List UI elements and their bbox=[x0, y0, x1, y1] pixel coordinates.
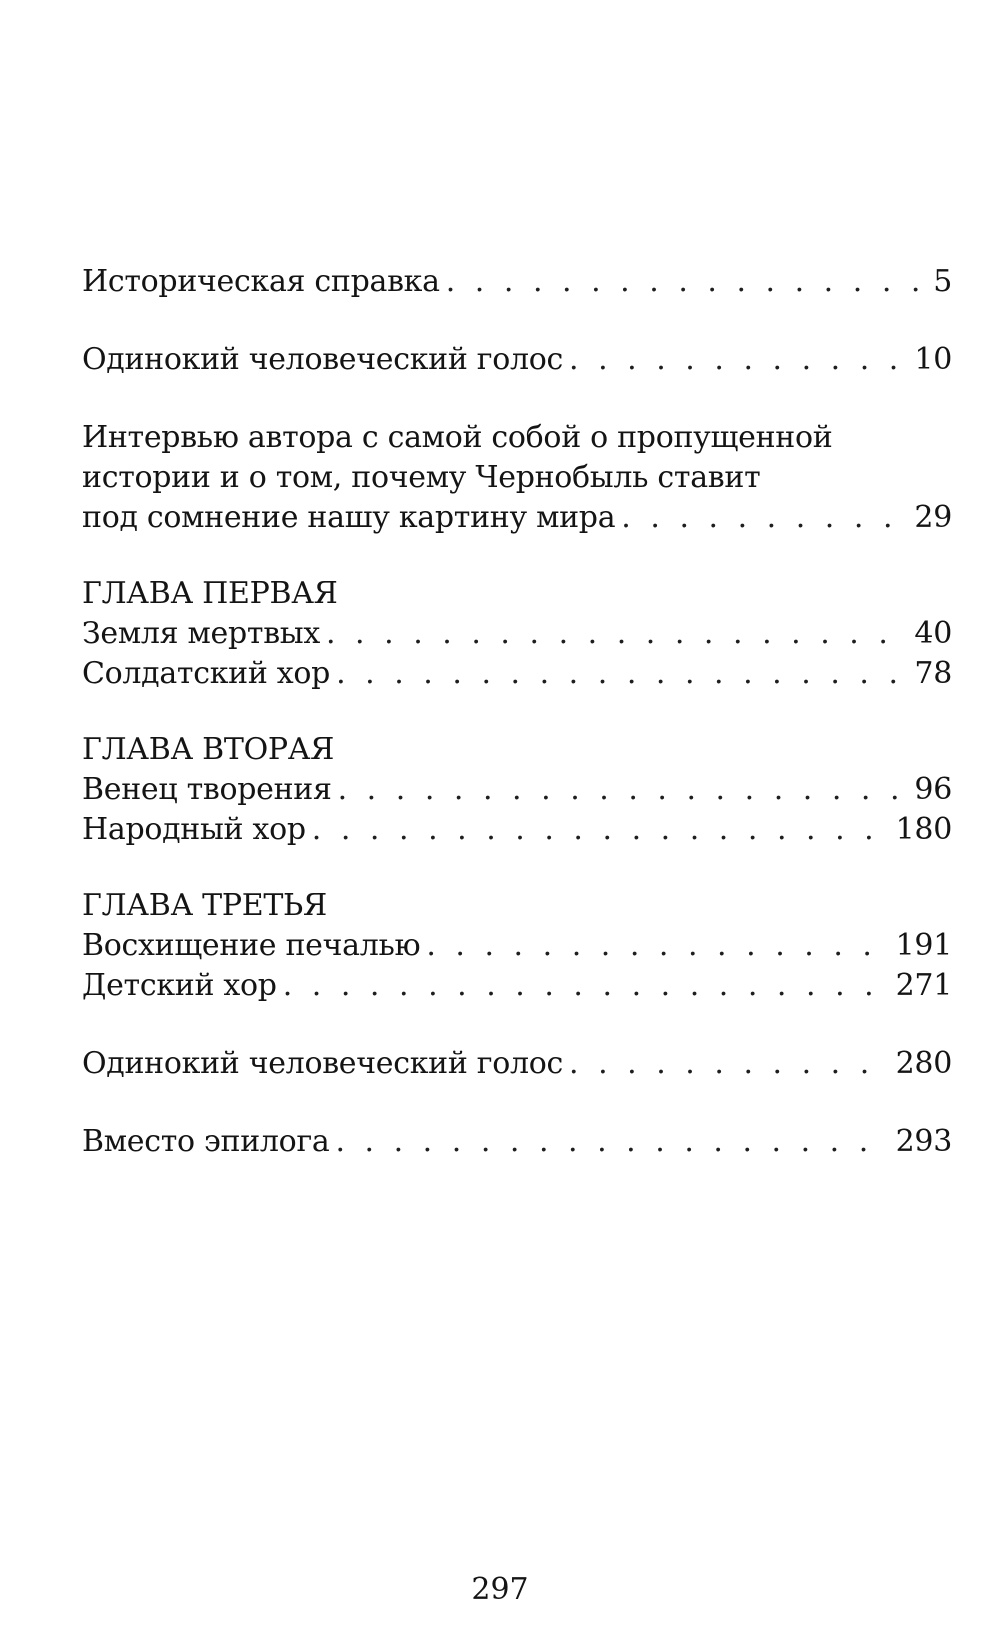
toc-entry-title: Земля мертвых bbox=[82, 616, 320, 651]
toc-entry-page: 293 bbox=[895, 1124, 952, 1159]
toc-entry-page: 5 bbox=[933, 264, 952, 299]
toc-entry-title: Детский хор bbox=[82, 968, 277, 1003]
toc-entry-land-of-dead bbox=[82, 614, 952, 654]
dot-leader bbox=[312, 810, 886, 850]
toc-entry-peoples-chorus bbox=[82, 810, 952, 850]
chapter-two-section bbox=[82, 730, 952, 850]
dot-leader bbox=[335, 1122, 885, 1162]
toc-entry-title: Солдатский хор bbox=[82, 656, 331, 691]
dot-leader bbox=[338, 770, 905, 810]
toc-entry-page: 180 bbox=[895, 812, 952, 847]
toc-entry-interview bbox=[82, 418, 952, 538]
toc-entry-title-line: под сомнение нашу картину мира bbox=[82, 500, 616, 535]
toc-entry-page: 191 bbox=[895, 928, 952, 963]
chapter-one-section bbox=[82, 574, 952, 694]
chapter-heading: ГЛАВА ПЕРВАЯ bbox=[82, 576, 338, 611]
table-of-contents bbox=[82, 262, 952, 1162]
toc-entry-childrens-chorus bbox=[82, 966, 952, 1006]
dot-leader bbox=[569, 1044, 886, 1084]
toc-entry-soldiers-chorus bbox=[82, 654, 952, 694]
dot-leader bbox=[569, 340, 904, 380]
toc-entry-page: 280 bbox=[895, 1046, 952, 1081]
chapter-three-section bbox=[82, 886, 952, 1006]
chapter-heading: ГЛАВА ВТОРАЯ bbox=[82, 732, 335, 767]
toc-entry-last-line bbox=[82, 498, 952, 538]
toc-entry-title-line: истории и о том, почему Чернобыль ставит bbox=[82, 460, 761, 495]
dot-leader bbox=[621, 498, 904, 538]
toc-entry-title: Вместо эпилога bbox=[82, 1124, 330, 1159]
toc-entry-lonely-voice-1 bbox=[82, 340, 952, 380]
toc-entry-title-line: Интервью автора с самой собой о пропущенной bbox=[82, 420, 833, 455]
toc-entry-page: 29 bbox=[914, 500, 952, 535]
toc-entry-title: Восхищение печалью bbox=[82, 928, 421, 963]
toc-entry-title: Народный хор bbox=[82, 812, 306, 847]
toc-entry-lonely-voice-2 bbox=[82, 1044, 952, 1084]
toc-entry-page: 271 bbox=[895, 968, 952, 1003]
toc-entry-epilogue bbox=[82, 1122, 952, 1162]
toc-entry-title: Историческая справка bbox=[82, 264, 440, 299]
toc-entry-page: 10 bbox=[914, 342, 952, 377]
toc-entry-title: Одинокий человеческий голос bbox=[82, 1046, 564, 1081]
dot-leader bbox=[326, 614, 904, 654]
toc-entry-historical-note bbox=[82, 262, 952, 302]
dot-leader bbox=[283, 966, 886, 1006]
toc-entry-page: 78 bbox=[914, 656, 952, 691]
dot-leader bbox=[336, 654, 904, 694]
toc-entry-crown-of-creation bbox=[82, 770, 952, 810]
toc-entry-page: 40 bbox=[914, 616, 952, 651]
dot-leader bbox=[446, 262, 923, 302]
page-number: 297 bbox=[471, 1572, 529, 1607]
toc-entry-title: Венец творения bbox=[82, 772, 332, 807]
toc-entry-admiring-sadness bbox=[82, 926, 952, 966]
toc-entry-page: 96 bbox=[914, 772, 952, 807]
dot-leader bbox=[426, 926, 885, 966]
chapter-heading: ГЛАВА ТРЕТЬЯ bbox=[82, 888, 327, 923]
toc-entry-title: Одинокий человеческий голос bbox=[82, 342, 564, 377]
